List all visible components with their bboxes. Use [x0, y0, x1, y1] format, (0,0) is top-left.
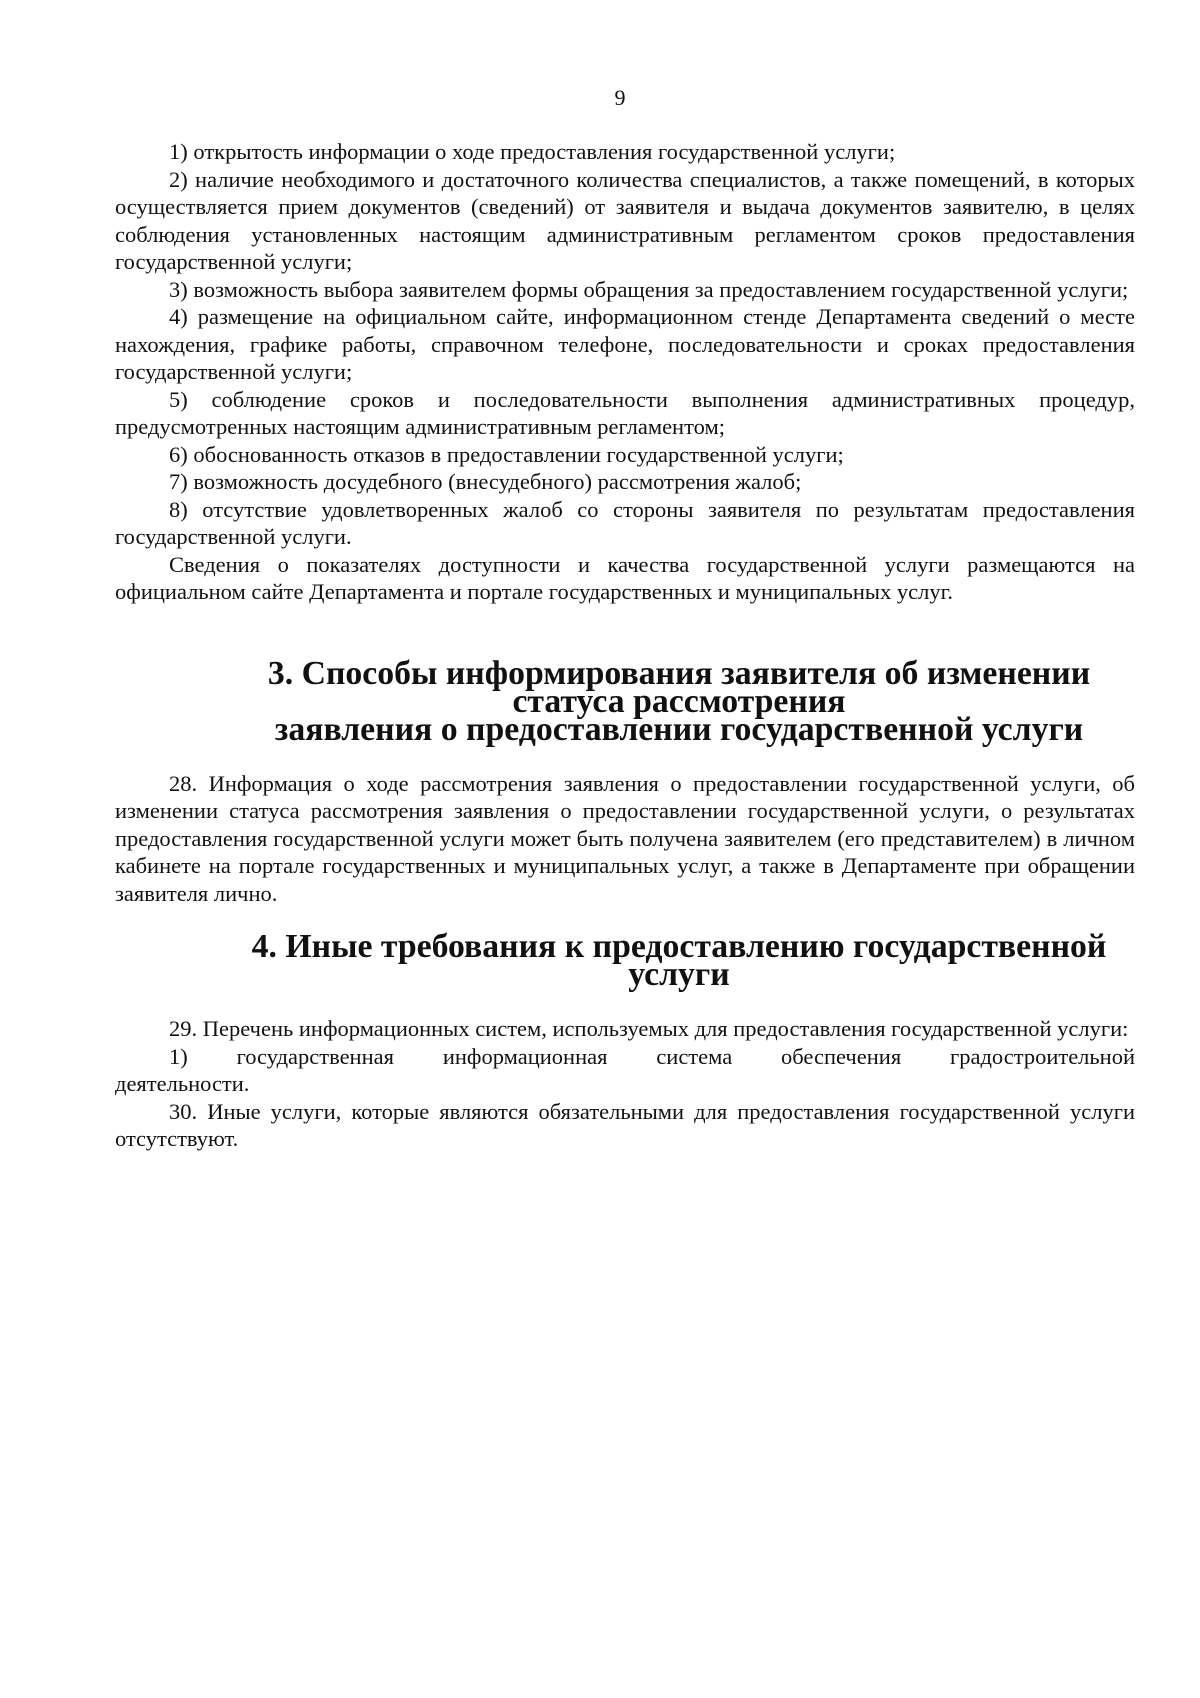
list-item: 2) наличие необходимого и достаточного количества специалистов, а также помещений, в которых осуществляется прием документов (сведений) от заявителя и выдача документов заявителю, в целях соблюдения установленных настоящим административным регламентом сроков предоставления государственной услуги;	[115, 166, 1135, 274]
list-item: 4) размещение на официальном сайте, информационном стенде Департамента сведений о месте нахождения, графике работы, справочном телефоне, последовательности и сроках предоставления государственной услуги;	[115, 304, 1135, 384]
section-3-heading-line-2: заявления о предоставлении государственной услуги	[274, 710, 1084, 748]
paragraph-28: 28. Информация о ходе рассмотрения заявления о предоставлении государственной услуги, об изменении статуса рассмотрения заявления о предоставлении государственной услуги, о результатах предоставления государственной услуги может быть получена заявителем (его представителем) в личном кабинете на портале государственных и муниципальных услуг, а также в Департаменте при обращении заявителя лично.	[115, 770, 1135, 906]
availability-info-paragraph: Сведения о показателях доступности и качества государственной услуги размещаются на официальном сайте Департамента и портале государственных и муниципальных услуг.	[115, 551, 1135, 604]
list-item: 6) обоснованность отказов в предоставлении государственной услуги;	[169, 441, 844, 467]
paragraph-29-item-1-continuation: деятельности.	[115, 1071, 250, 1096]
list-item: 1) открытость информации о ходе предоставления государственной услуги;	[169, 139, 896, 164]
list-item: 7) возможность досудебного (внесудебного) рассмотрения жалоб;	[169, 469, 802, 494]
list-item: 5) соблюдение сроков и последовательности выполнения административных процедур, предусмотренных настоящим административным регламентом;	[115, 386, 1135, 439]
page-content	[115, 138, 1135, 1153]
section-3-heading	[115, 654, 1135, 748]
paragraph-29-item-1: 1) государственная информационная система обеспечения градостроительной	[169, 1043, 1135, 1069]
list-item: 3) возможность выбора заявителем формы обращения за предоставлением государственной услуги;	[169, 276, 1129, 302]
paragraph-29: 29. Перечень информационных систем, используемых для предоставления государственной услуги:	[169, 1016, 1129, 1041]
section-3-heading-line-1: 3. Способы информирования заявителя об изменении статуса рассмотрения	[267, 654, 1091, 720]
page-number: 9	[614, 85, 626, 110]
section-4-heading: 4. Иные требования к предоставлению государственной услуги	[251, 928, 1107, 993]
paragraph-30: 30. Иные услуги, которые являются обязательными для предоставления государственной услуги отсутствуют.	[115, 1098, 1135, 1151]
list-item: 8) отсутствие удовлетворенных жалоб со стороны заявителя по результатам предоставления государственной услуги.	[115, 496, 1135, 549]
